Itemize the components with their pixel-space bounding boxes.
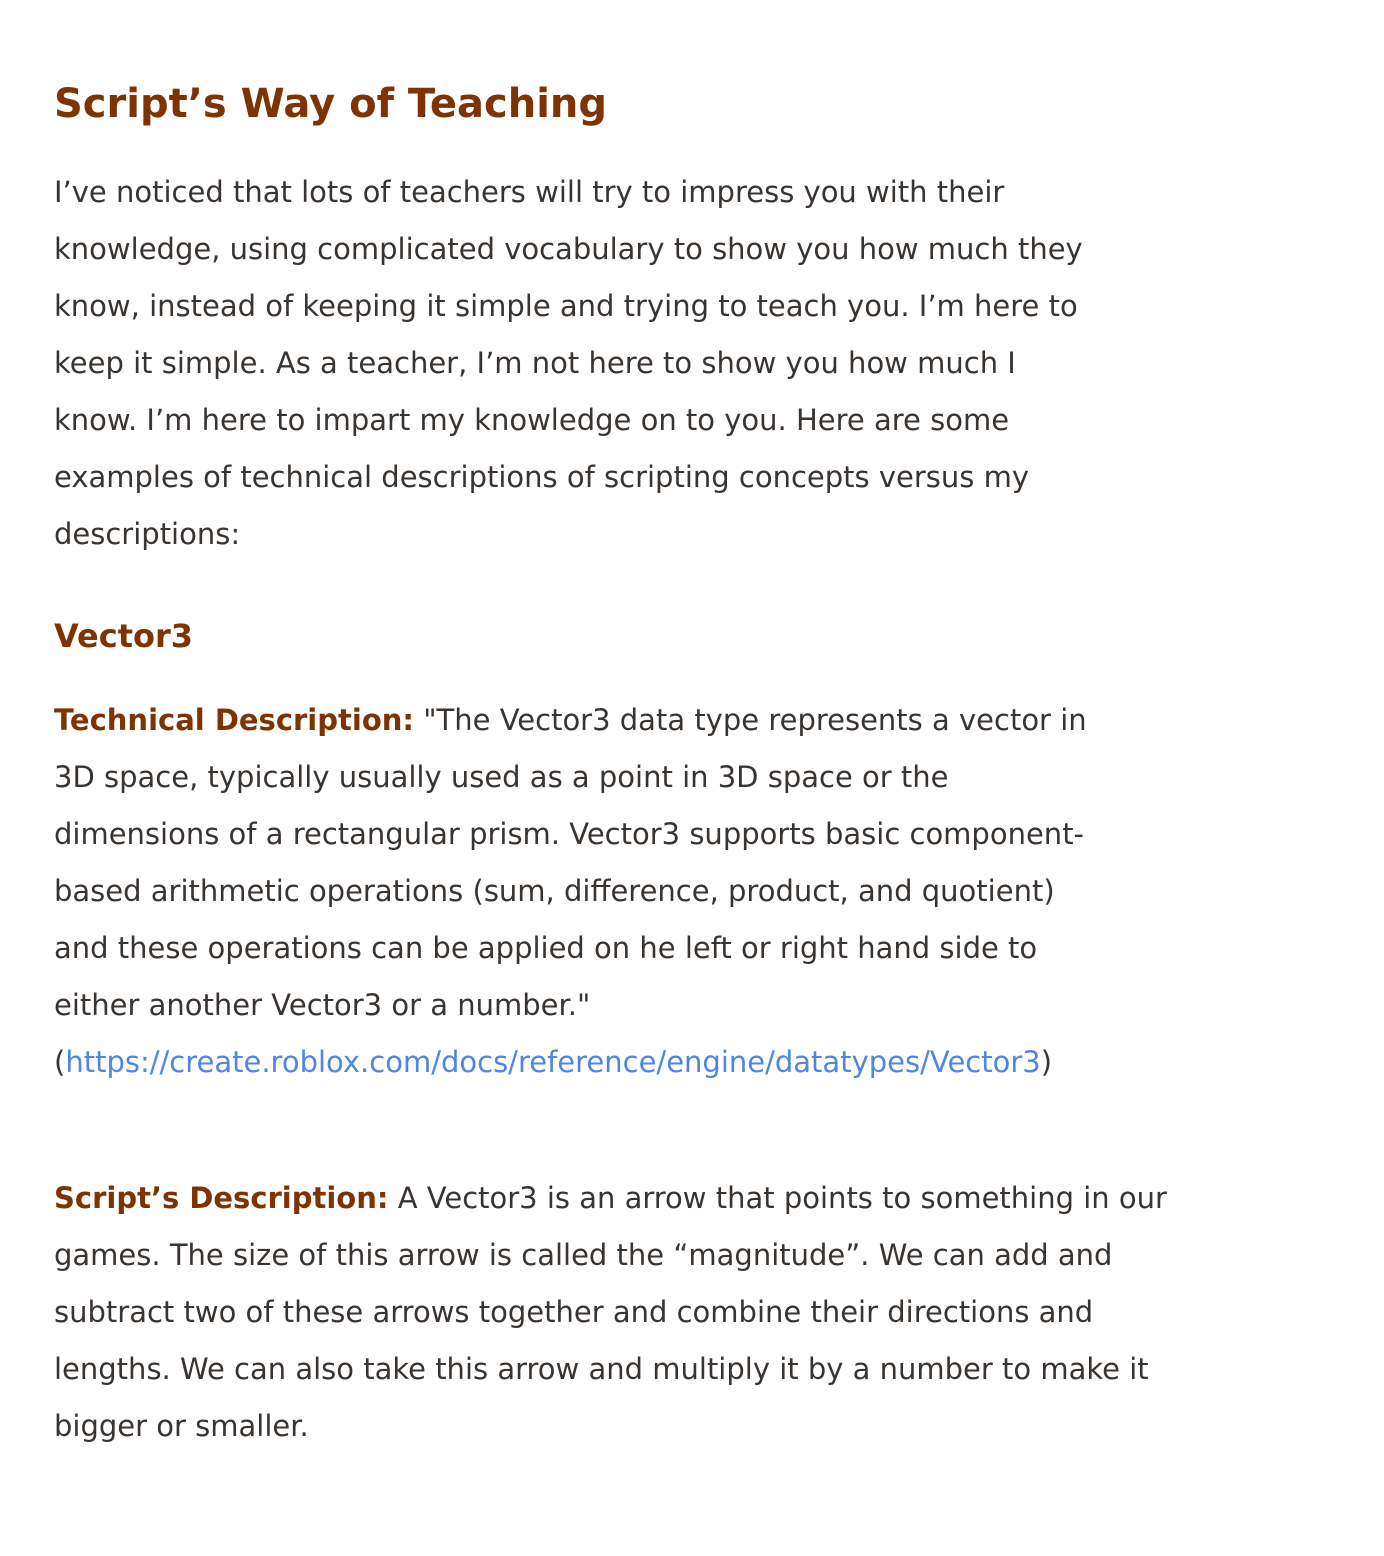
script-line: lengths. We can also take this arrow and multiply it by a number to make it [54,1352,1149,1386]
intro-line: knowledge, using complicated vocabulary to show you how much they [54,232,1083,266]
technical-description-text: "The Vector3 data type represents a vector in [413,703,1087,737]
intro-line: examples of technical descriptions of scripting concepts versus my [54,460,1030,494]
section-heading-vector3: Vector3 [54,617,194,655]
technical-line: based arithmetic operations (sum, difference, product, and quotient) [54,874,1055,908]
intro-paragraph [54,164,1234,563]
technical-line: either another Vector3 or a number." [54,988,591,1022]
script-description-text: A Vector3 is an arrow that points to something in our [388,1181,1167,1215]
intro-line: know. I’m here to impart my knowledge on to you. Here are some [54,403,1010,437]
intro-line: keep it simple. As a teacher, I’m not here to show you how much I [54,346,1016,380]
script-description-paragraph [54,1170,1344,1455]
technical-line: 3D space, typically usually used as a point in 3D space or the [54,760,949,794]
script-line: subtract two of these arrows together and combine their directions and [54,1295,1094,1329]
intro-line: I’ve noticed that lots of teachers will try to impress you with their [54,175,1005,209]
paren-close: ) [1040,1045,1053,1079]
roblox-docs-link[interactable]: https://create.roblox.com/docs/reference/engine/datatypes/Vector3 [65,1045,1041,1079]
script-line: games. The size of this arrow is called the “magnitude”. We can add and [54,1238,1113,1272]
technical-line: dimensions of a rectangular prism. Vector3 supports basic component- [54,817,1085,851]
technical-description-paragraph [54,692,1234,1091]
technical-description-label: Technical Description: [54,703,414,737]
script-line: bigger or smaller. [54,1409,309,1443]
script-description-label: Script’s Description: [54,1181,389,1215]
intro-line: know, instead of keeping it simple and trying to teach you. I’m here to [54,289,1078,323]
paren-open: ( [54,1045,66,1079]
technical-line: and these operations can be applied on he left or right hand side to [54,931,1038,965]
intro-line: descriptions: [54,517,241,551]
page-title: Script’s Way of Teaching [54,81,608,127]
